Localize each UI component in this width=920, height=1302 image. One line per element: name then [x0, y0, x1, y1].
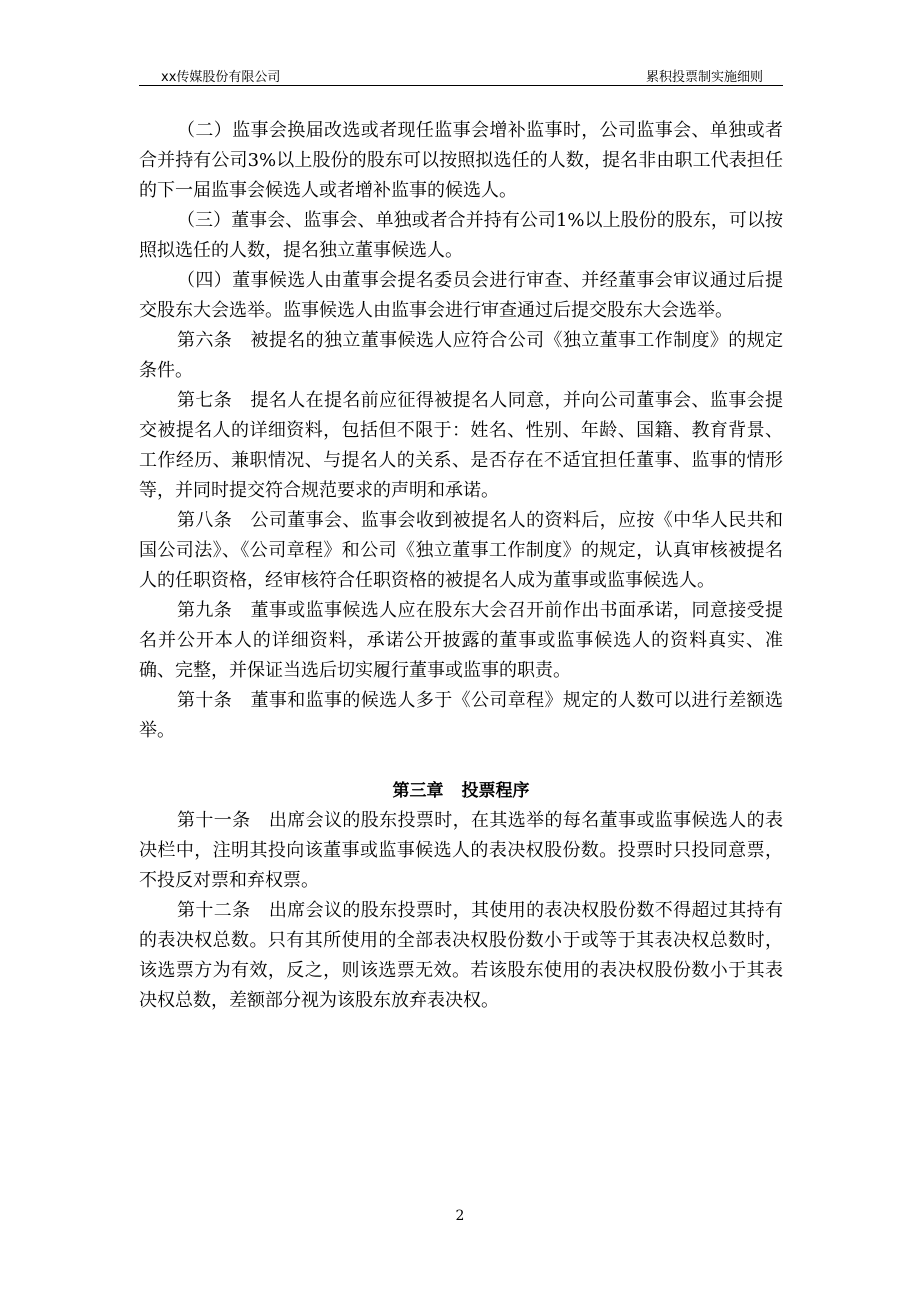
- article-11: 第十一条 出席会议的股东投票时，在其选举的每名董事或监事候选人的表决栏中，注明其投向该董事或监事候选人的表决权股份数。投票时只投同意票，不投反对票和弃权票。: [139, 810, 783, 891]
- page-header: [139, 64, 783, 86]
- article-8: 第八条 公司董事会、监事会收到被提名人的资料后，应按《中华人民共和国公司法》、《公司章程》和公司《独立董事工作制度》的规定，认真审核被提名人的任职资格，经审核符合任职资格的被提名人成为董事或监事候选人。: [139, 510, 783, 591]
- paragraph: （三）董事会、监事会、单独或者合并持有公司1%以上股份的股东，可以按照拟选任的人数，提名独立董事候选人。: [139, 210, 783, 261]
- chapter-heading: [139, 776, 783, 806]
- article-7: 第七条 提名人在提名前应征得被提名人同意，并向公司董事会、监事会提交被提名人的详细资料，包括但不限于：姓名、性别、年龄、国籍、教育背景、工作经历、兼职情况、与提名人的关系、是否存在不适宜担任董事、监事的情形等，并同时提交符合规范要求的声明和承诺。: [139, 390, 783, 501]
- article-10: 第十条 董事和监事的候选人多于《公司章程》规定的人数可以进行差额选举。: [139, 690, 783, 741]
- chapter-title: 投票程序: [461, 781, 530, 801]
- document-body: [139, 116, 783, 1016]
- paragraph: （四）董事候选人由董事会提名委员会进行审查、并经董事会审议通过后提交股东大会选举。监事候选人由监事会进行审查通过后提交股东大会选举。: [139, 270, 783, 321]
- article-12: 第十二条 出席会议的股东投票时，其使用的表决权股份数不得超过其持有的表决权总数。只有其所使用的全部表决权股份数小于或等于其表决权总数时，该选票方为有效，反之，则该选票无效。若该股东使用的表决权股份数小于其表决权总数，差额部分视为该股东放弃表决权。: [139, 900, 783, 1011]
- article-9: 第九条 董事或监事候选人应在股东大会召开前作出书面承诺，同意接受提名并公开本人的详细资料，承诺公开披露的董事或监事候选人的资料真实、准确、完整，并保证当选后切实履行董事或监事的职责。: [139, 600, 783, 681]
- article-6: 第六条 被提名的独立董事候选人应符合公司《独立董事工作制度》的规定条件。: [139, 330, 783, 381]
- header-company: xx传媒股份有限公司: [161, 70, 281, 85]
- paragraph: （二）监事会换届改选或者现任监事会增补监事时，公司监事会、单独或者合并持有公司3%以上股份的股东可以按照拟选任的人数，提名非由职工代表担任的下一届监事会候选人或者增补监事的候选人。: [139, 120, 783, 201]
- page-number: 2: [455, 1208, 465, 1224]
- chapter-number: 第三章: [392, 781, 444, 801]
- header-rule: [139, 85, 783, 86]
- section-gap: [139, 746, 783, 776]
- header-doc-title: 累积投票制实施细则: [645, 70, 763, 85]
